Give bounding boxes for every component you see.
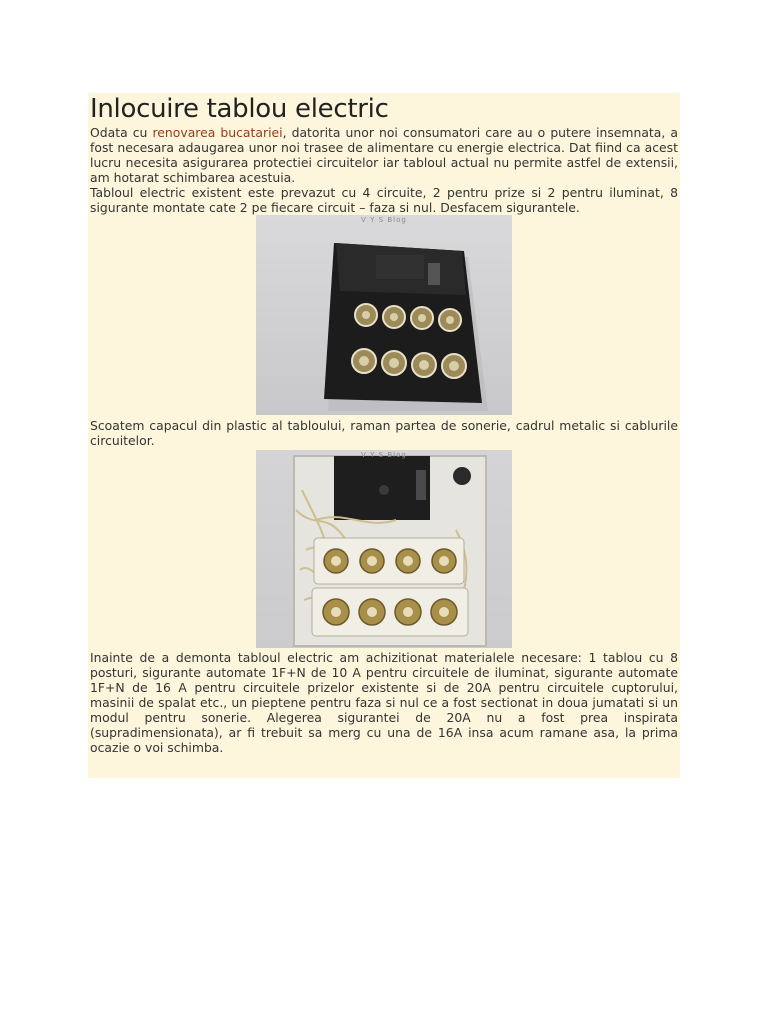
paragraph-existing-panel: Tabloul electric existent este prevazut cu 4 circuite, 2 pentru prize si 2 pentru iluminat, 8 sigurante montate cate 2 pe fiecare circuit – faza si nul. Desfacem sigurantele.	[90, 185, 678, 215]
fuse-box-closed-image	[256, 215, 512, 415]
photo-fuse-box-closed	[256, 215, 512, 415]
photo-watermark: V Y S Blog	[361, 216, 407, 224]
paragraph-materials: Inainte de a demonta tabloul electric am achizitionat materialele necesare: 1 tablou cu 8 posturi, sigurante automate 1F+N de 10 A pentru circuitele de iluminat, sigurante automate 1F+N de 16 A pentru circuitele prizelor existente si de 20A pentru circuitele cuptorului, masinii de spalat etc., un pieptene pentru faza si nul ce a fost sectionat in doua jumatati si un modul pentru sonerie. Alegerea sigurantei de 20A nu a fost prea inspirata (supradimensionata), ar fi trebuit sa merg cu una de 16A insa acum ramane asa, la prima ocazie o voi schimba.	[90, 650, 678, 755]
article	[88, 93, 680, 778]
photo-watermark: V Y S Blog	[361, 451, 407, 459]
intro-text-end: , datorita unor noi consumatori care au o putere insemnata, a fost necesara adaugarea unor noi trasee de alimentare cu energie electrica. Dat fiind ca acest lucru necesita asigurarea protectiei circuitelor iar tabloul actual nu permite astfel de extensii, am hotarat schimbarea acestuia.	[90, 125, 678, 185]
article-title: Inlocuire tablou electric	[90, 94, 389, 124]
paragraph-remove-cover: Scoatem capacul din plastic al tabloului, raman partea de sonerie, cadrul metalic si cablurile circuitelor.	[90, 418, 678, 448]
renovation-link[interactable]: renovarea bucatariei	[152, 125, 283, 140]
fuse-box-open-image	[256, 450, 512, 648]
paragraph-intro	[90, 125, 678, 185]
photo-fuse-box-open	[256, 450, 512, 648]
intro-text-start: Odata cu	[90, 125, 153, 140]
